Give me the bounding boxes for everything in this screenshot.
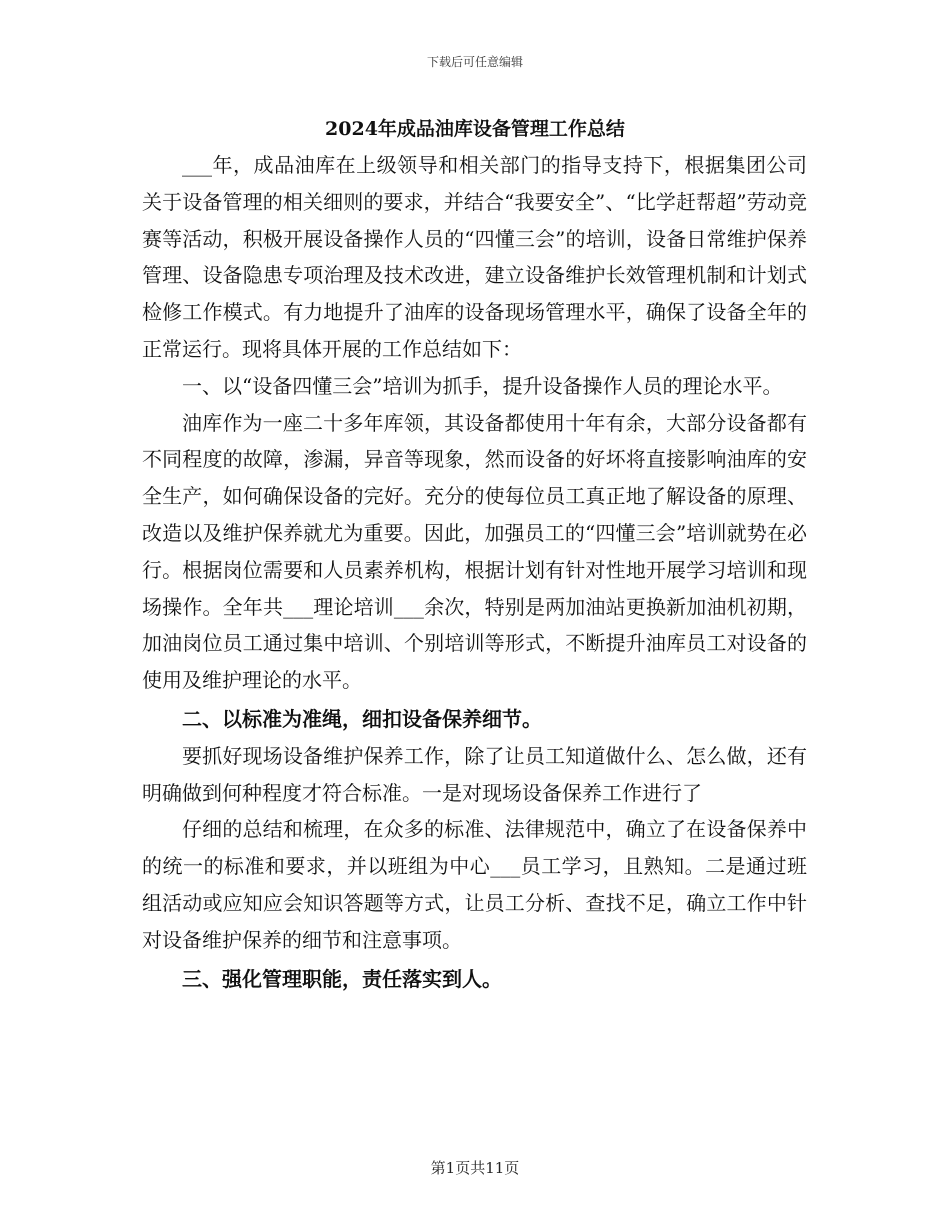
document-body	[142, 147, 807, 997]
section-heading-3: 三、强化管理职能，责任落实到人。	[182, 966, 502, 991]
paragraph-section-1: 油库作为一座二十多年库领，其设备都使用十年有余，大部分设备都有不同程度的故障，渗漏，异音等现象，然而设备的好坏将直接影响油库的安全生产，如何确保设备的完好。充分的使每位员工真正地了解设备的原理、改造以及维护保养就尤为重要。因此，加强员工的“四懂三会”培训就势在必行。根据岗位需要和人员素养机构，根据计划有针对性地开展学习培训和现场操作。全年共___理论培训___余次，特别是两加油站更换新加油机初期，加油岗位员工通过集中培训、个别培训等形式，不断提升油库员工对设备的使用及维护理论的水平。	[142, 410, 807, 693]
paragraph-section-2a: 要抓好现场设备维护保养工作，除了让员工知道做什么、怎么做，还有明确做到何种程度才符合标准。一是对现场设备保养工作进行了	[142, 743, 807, 805]
section-heading-1: 一、以“设备四懂三会”培训为抓手，提升设备操作人员的理论水平。	[182, 373, 783, 398]
section-heading-2: 二、以标准为准绳，细扣设备保养细节。	[182, 706, 542, 731]
page-title: 2024年成品油库设备管理工作总结	[325, 118, 625, 140]
paragraph-section-2b: 仔细的总结和梳理，在众多的标准、法律规范中，确立了在设备保养中的统一的标准和要求，并以班组为中心___员工学习，且熟知。二是通过班组活动或应知应会知识答题等方式，让员工分析、查找不足，确立工作中针对设备维护保养的细节和注意事项。	[142, 817, 807, 952]
header-note: 下载后可任意编辑	[426, 55, 523, 69]
paragraph-intro: ___年，成品油库在上级领导和相关部门的指导支持下，根据集团公司关于设备管理的相关细则的要求，并结合“我要安全”、“比学赶帮超”劳动竞赛等活动，积极开展设备操作人员的“四懂三会”的培训，设备日常维护保养管理、设备隐患专项治理及技术改进，建立设备维护长效管理机制和计划式检修工作模式。有力地提升了油库的设备现场管理水平，确保了设备全年的正常运行。现将具体开展的工作总结如下：	[142, 153, 807, 361]
page-number: 第1页共11页	[430, 1159, 520, 1177]
